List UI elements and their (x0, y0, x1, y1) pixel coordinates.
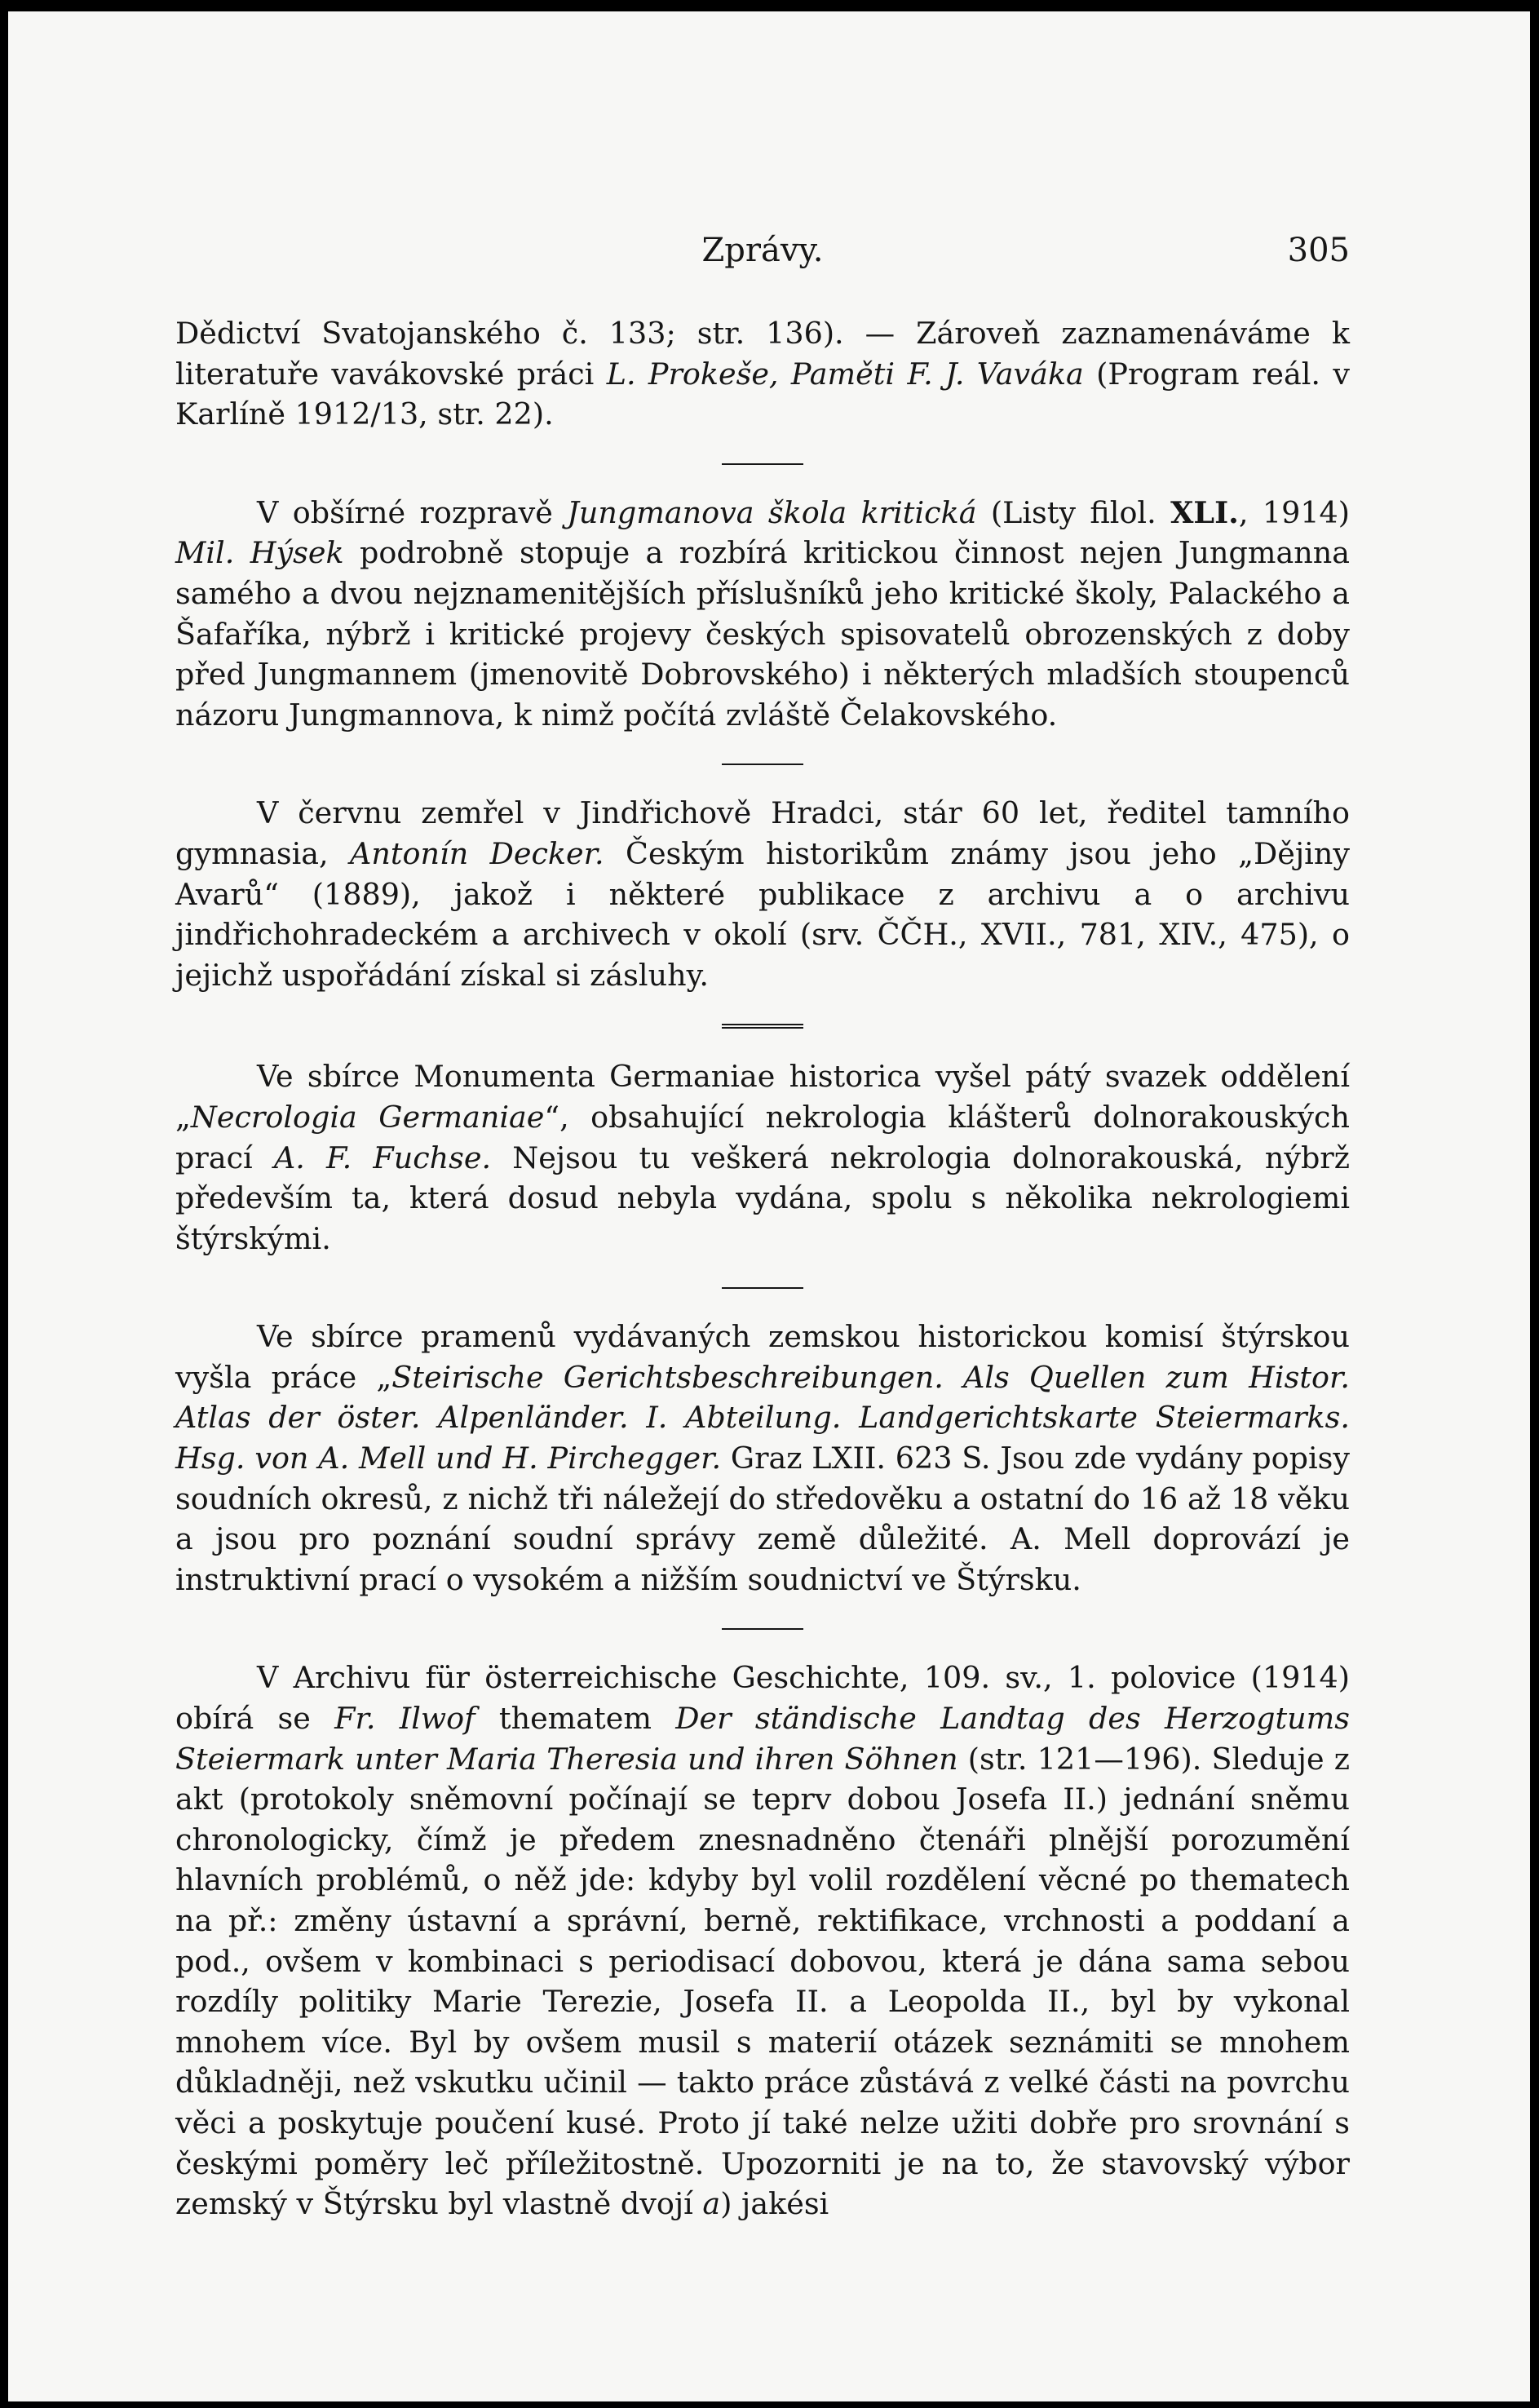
paragraph-1 (175, 313, 1350, 435)
text-run: “, obsahující nekrologia klášterů dolnorakouských prací (175, 1099, 1350, 1175)
italic-run: Mil. Hýsek (175, 535, 344, 571)
italic-run: Fr. Ilwof (334, 1701, 475, 1737)
italic-run: Steirische Gerichtsbeschreibungen. Als Quellen zum Histor. Atlas der öster. Alpenländer. I. Abteilung. Landgerichtskarte Steiermarks. Hsg. von A. Mell und H. Pirchegger. (175, 1359, 1350, 1476)
section-separator (722, 1287, 803, 1289)
page-header (175, 232, 1350, 281)
running-title: Zprávy. (701, 232, 824, 269)
section-separator (722, 764, 803, 765)
paragraph-3 (175, 793, 1350, 995)
italic-run: Jungmanova škola kritická (567, 494, 977, 530)
text-run: Ve sbírce pramenů vydávaných zemskou historickou komisí štýrskou vyšla práce „ (175, 1319, 1350, 1395)
italic-run: Necrologia Germaniae (190, 1099, 545, 1135)
paragraph-4 (175, 1056, 1350, 1259)
body-text (175, 313, 1350, 2224)
text-run: Ve sbírce Monumenta Germaniae historica vyšel pátý svazek oddělení „ (175, 1059, 1350, 1135)
page-number: 305 (1287, 232, 1350, 269)
text-run: V Archivu für österreichische Geschichte, 109. sv., 1. polovice (1914) obírá se (175, 1660, 1350, 1737)
text-run: (Program reál. v Karlíně 1912/13, str. 22). (175, 356, 1350, 432)
text-run: (Listy filol. (976, 494, 1171, 530)
text-run: thematem (475, 1701, 676, 1737)
text-run: ) jakési (720, 2186, 829, 2222)
text-run: (str. 121—196). Sleduje z akt (protokoly sněmovní počínají se teprv dobou Josefa II.) jednání sněmu chronologicky, čímž je předem znesnadněno čtenáři plnější porozumění hlavních problémů, o něž jde: kdyby byl volil rozdělení věcné po thematech na př.: změny ústavní a správní, berně, rektifikace, vrchnosti a poddaní a pod., ovšem v kombinaci s periodisací dobovou, která je dána sama sebou rozdíly politiky Marie Terezie, Josefa II. a Leopolda II., byl by vykonal mnohem více. Byl by ovšem musil s materií otázek seznámiti se mnohem důkladněji, než vskutku učinil — takto práce zůstává z velké části na povrchu věci a poskytuje poučení kusé. Proto jí také nelze užiti dobře pro srovnání s českými poměry leč příležitostně. Upozorniti je na to, že stavovský výbor zemský v Štýrsku byl vlastně dvojí (175, 1741, 1350, 2222)
italic-run: A. F. Fuchse. (273, 1140, 492, 1175)
paragraph-2 (175, 493, 1350, 736)
paragraph-6 (175, 1658, 1350, 2224)
bold-run: XLI. (1170, 494, 1239, 530)
italic-run: Antonín Decker. (350, 835, 604, 871)
section-separator (722, 1628, 803, 1630)
text-run: V obšírné rozpravě (257, 494, 568, 530)
text-run: Dědictví Svatojanského č. 133; str. 136). — Zároveň zaznamenáváme k literatuře vavákovské práci (175, 316, 1350, 392)
text-run: podrobně stopuje a rozbírá kritickou činnost nejen Jungmanna samého a dvou nejznamenitějších příslušníků jeho kritické školy, Palackého a Šafaříka, nýbrž i kritické projevy českých spisovatelů obrozenských z doby před Jungmannem (jmenovitě Dobrovského) i některých mladších stoupenců názoru Jungmannova, k nimž počítá zvláště Čelakovského. (175, 535, 1350, 733)
text-run: Českým historikům známy jsou jeho „Dějiny Avarů“ (1889), jakož i některé publikace z archivu a o archivu jindřichohradeckém a archivech v okolí (srv. ČČH., XVII., 781, XIV., 475), o jejichž uspořádání získal si zásluhy. (175, 835, 1350, 993)
text-run: Nejsou tu veškerá nekrologia dolnorakouská, nýbrž především ta, která dosud nebyla vydána, spolu s několika nekrologiemi štýrskými. (175, 1140, 1350, 1256)
section-separator (722, 463, 803, 465)
italic-run: a (702, 2186, 721, 2222)
double-separator (722, 1024, 803, 1029)
italic-run: L. Prokeše, Paměti F. J. Vaváka (606, 356, 1084, 392)
document-page (8, 11, 1530, 2401)
paragraph-5 (175, 1317, 1350, 1600)
text-run: , 1914) (1238, 494, 1350, 530)
text-run: Graz LXII. 623 S. Jsou zde vydány popisy soudních okresů, z nichž tři náležejí do středověku a ostatní do 16 až 18 věku a jsou pro poznání soudní správy země důležité. A. Mell doprovází je instruktivní prací o vysokém a nižším soudnictví ve Štýrsku. (175, 1441, 1350, 1597)
text-run: V červnu zemřel v Jindřichově Hradci, stár 60 let, ředitel tamního gymnasia, (175, 795, 1350, 871)
italic-run: Der ständische Landtag des Herzogtums Steiermark unter Maria Theresia und ihren Söhnen (175, 1701, 1351, 1777)
